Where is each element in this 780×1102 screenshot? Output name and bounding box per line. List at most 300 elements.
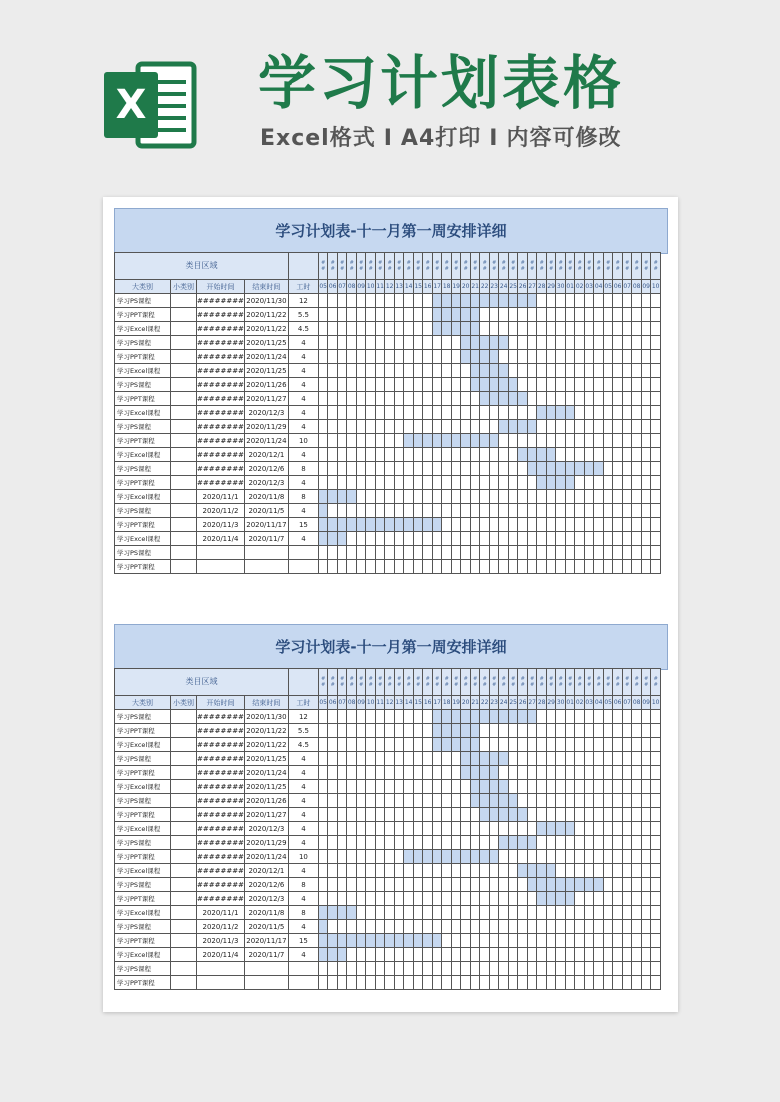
gantt-cell[interactable]: [499, 406, 509, 420]
gantt-cell[interactable]: [594, 378, 604, 392]
gantt-bar-cell[interactable]: [508, 710, 518, 724]
gantt-bar-cell[interactable]: [328, 906, 338, 920]
gantt-cell[interactable]: [328, 322, 338, 336]
start-date-cell[interactable]: ########: [197, 322, 245, 336]
gantt-cell[interactable]: [347, 794, 357, 808]
gantt-cell[interactable]: [489, 892, 499, 906]
gantt-cell[interactable]: [632, 920, 642, 934]
gantt-cell[interactable]: [337, 794, 347, 808]
start-date-cell[interactable]: 2020/11/3: [197, 934, 245, 948]
gantt-bar-cell[interactable]: [394, 518, 404, 532]
gantt-cell[interactable]: [603, 462, 613, 476]
gantt-cell[interactable]: [489, 490, 499, 504]
gantt-cell[interactable]: [489, 504, 499, 518]
gantt-cell[interactable]: [603, 336, 613, 350]
category-cell[interactable]: 学习Excel课程: [115, 864, 171, 878]
gantt-cell[interactable]: [451, 864, 461, 878]
gantt-cell[interactable]: [385, 294, 395, 308]
gantt-bar-cell[interactable]: [470, 308, 480, 322]
end-date-cell[interactable]: 2020/11/24: [244, 850, 288, 864]
gantt-bar-cell[interactable]: [442, 322, 452, 336]
gantt-cell[interactable]: [480, 906, 490, 920]
gantt-bar-cell[interactable]: [461, 434, 471, 448]
gantt-cell[interactable]: [375, 948, 385, 962]
gantt-cell[interactable]: [328, 752, 338, 766]
gantt-cell[interactable]: [489, 308, 499, 322]
gantt-cell[interactable]: [318, 406, 328, 420]
category-cell[interactable]: 学习PPT课程: [115, 766, 171, 780]
gantt-cell[interactable]: [337, 364, 347, 378]
gantt-cell[interactable]: [527, 406, 537, 420]
gantt-cell[interactable]: [366, 738, 376, 752]
gantt-bar-cell[interactable]: [470, 294, 480, 308]
gantt-cell[interactable]: [375, 710, 385, 724]
gantt-cell[interactable]: [366, 546, 376, 560]
gantt-bar-cell[interactable]: [432, 850, 442, 864]
gantt-cell[interactable]: [451, 518, 461, 532]
gantt-bar-cell[interactable]: [499, 420, 509, 434]
gantt-bar-cell[interactable]: [546, 864, 556, 878]
gantt-cell[interactable]: [480, 532, 490, 546]
gantt-cell[interactable]: [641, 892, 651, 906]
gantt-cell[interactable]: [432, 906, 442, 920]
gantt-cell[interactable]: [347, 724, 357, 738]
gantt-cell[interactable]: [328, 308, 338, 322]
gantt-bar-cell[interactable]: [432, 934, 442, 948]
gantt-cell[interactable]: [584, 546, 594, 560]
gantt-cell[interactable]: [413, 378, 423, 392]
gantt-cell[interactable]: [613, 448, 623, 462]
gantt-cell[interactable]: [413, 308, 423, 322]
category-cell[interactable]: 学习Excel课程: [115, 490, 171, 504]
gantt-cell[interactable]: [499, 434, 509, 448]
gantt-cell[interactable]: [575, 546, 585, 560]
gantt-cell[interactable]: [651, 934, 661, 948]
category-cell[interactable]: 学习Excel课程: [115, 822, 171, 836]
gantt-cell[interactable]: [366, 808, 376, 822]
gantt-cell[interactable]: [423, 892, 433, 906]
gantt-cell[interactable]: [413, 448, 423, 462]
gantt-cell[interactable]: [375, 462, 385, 476]
gantt-cell[interactable]: [375, 962, 385, 976]
gantt-bar-cell[interactable]: [537, 406, 547, 420]
end-date-cell[interactable]: 2020/12/3: [244, 892, 288, 906]
hours-cell[interactable]: 12: [288, 294, 318, 308]
gantt-cell[interactable]: [527, 322, 537, 336]
gantt-cell[interactable]: [527, 308, 537, 322]
gantt-cell[interactable]: [337, 780, 347, 794]
gantt-cell[interactable]: [347, 560, 357, 574]
category-cell[interactable]: 学习PS课程: [115, 962, 171, 976]
subcategory-cell[interactable]: [171, 350, 197, 364]
gantt-cell[interactable]: [413, 738, 423, 752]
gantt-cell[interactable]: [632, 780, 642, 794]
gantt-cell[interactable]: [423, 504, 433, 518]
gantt-cell[interactable]: [651, 392, 661, 406]
gantt-cell[interactable]: [375, 892, 385, 906]
gantt-cell[interactable]: [413, 560, 423, 574]
gantt-cell[interactable]: [375, 420, 385, 434]
gantt-cell[interactable]: [622, 934, 632, 948]
gantt-cell[interactable]: [375, 560, 385, 574]
gantt-cell[interactable]: [584, 780, 594, 794]
gantt-bar-cell[interactable]: [508, 420, 518, 434]
gantt-cell[interactable]: [632, 434, 642, 448]
gantt-cell[interactable]: [622, 490, 632, 504]
gantt-cell[interactable]: [518, 364, 528, 378]
gantt-bar-cell[interactable]: [385, 934, 395, 948]
gantt-cell[interactable]: [603, 560, 613, 574]
gantt-bar-cell[interactable]: [328, 490, 338, 504]
hours-cell[interactable]: 4: [288, 420, 318, 434]
gantt-cell[interactable]: [556, 294, 566, 308]
gantt-cell[interactable]: [584, 794, 594, 808]
gantt-cell[interactable]: [518, 462, 528, 476]
gantt-cell[interactable]: [527, 850, 537, 864]
category-cell[interactable]: 学习Excel课程: [115, 448, 171, 462]
gantt-cell[interactable]: [603, 864, 613, 878]
gantt-cell[interactable]: [451, 364, 461, 378]
gantt-bar-cell[interactable]: [413, 850, 423, 864]
gantt-cell[interactable]: [337, 808, 347, 822]
gantt-cell[interactable]: [489, 934, 499, 948]
gantt-cell[interactable]: [546, 836, 556, 850]
gantt-cell[interactable]: [575, 822, 585, 836]
gantt-cell[interactable]: [423, 752, 433, 766]
gantt-cell[interactable]: [337, 462, 347, 476]
gantt-cell[interactable]: [651, 420, 661, 434]
gantt-cell[interactable]: [527, 532, 537, 546]
gantt-bar-cell[interactable]: [546, 892, 556, 906]
gantt-cell[interactable]: [499, 504, 509, 518]
end-date-cell[interactable]: 2020/11/22: [244, 308, 288, 322]
gantt-cell[interactable]: [489, 560, 499, 574]
gantt-cell[interactable]: [537, 378, 547, 392]
gantt-cell[interactable]: [423, 808, 433, 822]
start-date-cell[interactable]: 2020/11/1: [197, 906, 245, 920]
gantt-bar-cell[interactable]: [546, 462, 556, 476]
gantt-cell[interactable]: [556, 794, 566, 808]
gantt-cell[interactable]: [318, 892, 328, 906]
hours-cell[interactable]: 4: [288, 920, 318, 934]
gantt-cell[interactable]: [347, 462, 357, 476]
gantt-cell[interactable]: [423, 738, 433, 752]
gantt-cell[interactable]: [575, 962, 585, 976]
gantt-cell[interactable]: [622, 434, 632, 448]
gantt-bar-cell[interactable]: [489, 336, 499, 350]
gantt-cell[interactable]: [518, 518, 528, 532]
category-cell[interactable]: 学习PS课程: [115, 546, 171, 560]
gantt-cell[interactable]: [613, 724, 623, 738]
gantt-bar-cell[interactable]: [451, 308, 461, 322]
gantt-cell[interactable]: [508, 518, 518, 532]
gantt-cell[interactable]: [394, 836, 404, 850]
gantt-bar-cell[interactable]: [489, 850, 499, 864]
gantt-bar-cell[interactable]: [470, 378, 480, 392]
gantt-cell[interactable]: [651, 462, 661, 476]
gantt-cell[interactable]: [451, 808, 461, 822]
gantt-cell[interactable]: [413, 822, 423, 836]
gantt-cell[interactable]: [584, 322, 594, 336]
gantt-cell[interactable]: [328, 794, 338, 808]
gantt-cell[interactable]: [603, 710, 613, 724]
gantt-cell[interactable]: [394, 962, 404, 976]
gantt-cell[interactable]: [375, 794, 385, 808]
gantt-cell[interactable]: [575, 406, 585, 420]
gantt-bar-cell[interactable]: [470, 752, 480, 766]
gantt-cell[interactable]: [556, 448, 566, 462]
gantt-cell[interactable]: [423, 766, 433, 780]
gantt-cell[interactable]: [641, 878, 651, 892]
gantt-cell[interactable]: [556, 504, 566, 518]
gantt-cell[interactable]: [347, 738, 357, 752]
gantt-cell[interactable]: [565, 308, 575, 322]
gantt-cell[interactable]: [565, 490, 575, 504]
start-date-cell[interactable]: ########: [197, 878, 245, 892]
gantt-cell[interactable]: [651, 892, 661, 906]
gantt-cell[interactable]: [527, 504, 537, 518]
gantt-cell[interactable]: [366, 892, 376, 906]
gantt-bar-cell[interactable]: [470, 350, 480, 364]
gantt-bar-cell[interactable]: [499, 336, 509, 350]
gantt-cell[interactable]: [613, 406, 623, 420]
gantt-cell[interactable]: [603, 892, 613, 906]
gantt-cell[interactable]: [470, 976, 480, 990]
gantt-cell[interactable]: [356, 948, 366, 962]
gantt-cell[interactable]: [356, 738, 366, 752]
category-cell[interactable]: 学习PPT课程: [115, 934, 171, 948]
gantt-bar-cell[interactable]: [451, 724, 461, 738]
gantt-cell[interactable]: [356, 920, 366, 934]
gantt-cell[interactable]: [375, 808, 385, 822]
gantt-cell[interactable]: [470, 448, 480, 462]
gantt-bar-cell[interactable]: [556, 822, 566, 836]
gantt-cell[interactable]: [603, 476, 613, 490]
gantt-cell[interactable]: [347, 920, 357, 934]
subcategory-cell[interactable]: [171, 724, 197, 738]
hours-cell[interactable]: 8: [288, 878, 318, 892]
gantt-cell[interactable]: [641, 294, 651, 308]
end-date-cell[interactable]: [244, 976, 288, 990]
gantt-cell[interactable]: [394, 350, 404, 364]
gantt-cell[interactable]: [575, 532, 585, 546]
gantt-cell[interactable]: [603, 752, 613, 766]
gantt-cell[interactable]: [451, 350, 461, 364]
gantt-cell[interactable]: [584, 808, 594, 822]
gantt-cell[interactable]: [470, 864, 480, 878]
gantt-cell[interactable]: [641, 738, 651, 752]
gantt-bar-cell[interactable]: [337, 906, 347, 920]
gantt-cell[interactable]: [632, 808, 642, 822]
category-cell[interactable]: 学习PPT课程: [115, 518, 171, 532]
gantt-cell[interactable]: [442, 892, 452, 906]
hours-cell[interactable]: 4: [288, 948, 318, 962]
gantt-cell[interactable]: [394, 294, 404, 308]
gantt-bar-cell[interactable]: [499, 808, 509, 822]
gantt-cell[interactable]: [603, 920, 613, 934]
gantt-cell[interactable]: [423, 560, 433, 574]
gantt-cell[interactable]: [375, 546, 385, 560]
subcategory-cell[interactable]: [171, 738, 197, 752]
gantt-cell[interactable]: [603, 878, 613, 892]
gantt-cell[interactable]: [489, 546, 499, 560]
gantt-cell[interactable]: [404, 308, 414, 322]
gantt-cell[interactable]: [432, 350, 442, 364]
gantt-cell[interactable]: [651, 766, 661, 780]
gantt-cell[interactable]: [632, 976, 642, 990]
hours-cell[interactable]: 4: [288, 836, 318, 850]
gantt-bar-cell[interactable]: [565, 462, 575, 476]
hours-cell[interactable]: 4.5: [288, 738, 318, 752]
subcategory-cell[interactable]: [171, 808, 197, 822]
gantt-cell[interactable]: [413, 906, 423, 920]
end-date-cell[interactable]: 2020/11/5: [244, 504, 288, 518]
gantt-cell[interactable]: [413, 532, 423, 546]
gantt-cell[interactable]: [404, 822, 414, 836]
gantt-cell[interactable]: [442, 864, 452, 878]
gantt-bar-cell[interactable]: [404, 518, 414, 532]
gantt-cell[interactable]: [451, 462, 461, 476]
gantt-cell[interactable]: [347, 948, 357, 962]
gantt-cell[interactable]: [584, 350, 594, 364]
gantt-cell[interactable]: [594, 336, 604, 350]
gantt-cell[interactable]: [613, 336, 623, 350]
gantt-cell[interactable]: [489, 906, 499, 920]
gantt-cell[interactable]: [575, 392, 585, 406]
gantt-bar-cell[interactable]: [432, 738, 442, 752]
gantt-cell[interactable]: [594, 322, 604, 336]
gantt-cell[interactable]: [385, 406, 395, 420]
subcategory-cell[interactable]: [171, 378, 197, 392]
gantt-cell[interactable]: [328, 892, 338, 906]
gantt-cell[interactable]: [480, 864, 490, 878]
gantt-cell[interactable]: [413, 350, 423, 364]
gantt-cell[interactable]: [442, 462, 452, 476]
gantt-cell[interactable]: [480, 962, 490, 976]
gantt-bar-cell[interactable]: [480, 780, 490, 794]
subcategory-cell[interactable]: [171, 420, 197, 434]
gantt-cell[interactable]: [451, 906, 461, 920]
gantt-cell[interactable]: [556, 546, 566, 560]
gantt-cell[interactable]: [423, 350, 433, 364]
end-date-cell[interactable]: 2020/11/25: [244, 752, 288, 766]
gantt-cell[interactable]: [480, 420, 490, 434]
gantt-cell[interactable]: [423, 780, 433, 794]
gantt-cell[interactable]: [328, 878, 338, 892]
hours-cell[interactable]: [288, 546, 318, 560]
gantt-cell[interactable]: [337, 350, 347, 364]
gantt-cell[interactable]: [328, 462, 338, 476]
gantt-cell[interactable]: [337, 962, 347, 976]
gantt-cell[interactable]: [613, 934, 623, 948]
category-cell[interactable]: 学习PS课程: [115, 462, 171, 476]
gantt-cell[interactable]: [641, 546, 651, 560]
gantt-cell[interactable]: [394, 906, 404, 920]
gantt-cell[interactable]: [432, 392, 442, 406]
gantt-bar-cell[interactable]: [442, 294, 452, 308]
gantt-cell[interactable]: [375, 850, 385, 864]
gantt-cell[interactable]: [423, 836, 433, 850]
gantt-cell[interactable]: [366, 850, 376, 864]
gantt-cell[interactable]: [347, 532, 357, 546]
gantt-bar-cell[interactable]: [565, 892, 575, 906]
gantt-cell[interactable]: [565, 948, 575, 962]
gantt-cell[interactable]: [442, 476, 452, 490]
gantt-cell[interactable]: [518, 504, 528, 518]
category-cell[interactable]: 学习PPT课程: [115, 724, 171, 738]
end-date-cell[interactable]: 2020/11/29: [244, 836, 288, 850]
category-cell[interactable]: 学习Excel课程: [115, 406, 171, 420]
gantt-bar-cell[interactable]: [442, 850, 452, 864]
gantt-cell[interactable]: [366, 308, 376, 322]
gantt-cell[interactable]: [337, 322, 347, 336]
gantt-cell[interactable]: [613, 364, 623, 378]
gantt-cell[interactable]: [461, 906, 471, 920]
gantt-cell[interactable]: [575, 322, 585, 336]
gantt-cell[interactable]: [613, 546, 623, 560]
gantt-cell[interactable]: [641, 836, 651, 850]
start-date-cell[interactable]: ########: [197, 420, 245, 434]
gantt-bar-cell[interactable]: [451, 850, 461, 864]
hours-cell[interactable]: 4: [288, 532, 318, 546]
gantt-bar-cell[interactable]: [413, 434, 423, 448]
gantt-cell[interactable]: [442, 350, 452, 364]
gantt-cell[interactable]: [651, 794, 661, 808]
gantt-cell[interactable]: [404, 462, 414, 476]
gantt-cell[interactable]: [385, 850, 395, 864]
gantt-cell[interactable]: [404, 808, 414, 822]
gantt-cell[interactable]: [518, 434, 528, 448]
gantt-cell[interactable]: [603, 850, 613, 864]
gantt-cell[interactable]: [318, 378, 328, 392]
gantt-cell[interactable]: [461, 406, 471, 420]
gantt-cell[interactable]: [366, 462, 376, 476]
hours-cell[interactable]: 10: [288, 434, 318, 448]
gantt-cell[interactable]: [404, 780, 414, 794]
gantt-cell[interactable]: [622, 560, 632, 574]
gantt-cell[interactable]: [575, 934, 585, 948]
gantt-cell[interactable]: [527, 906, 537, 920]
gantt-cell[interactable]: [556, 752, 566, 766]
gantt-cell[interactable]: [347, 976, 357, 990]
gantt-cell[interactable]: [328, 976, 338, 990]
gantt-cell[interactable]: [499, 546, 509, 560]
gantt-cell[interactable]: [423, 710, 433, 724]
gantt-cell[interactable]: [366, 962, 376, 976]
gantt-cell[interactable]: [337, 878, 347, 892]
start-date-cell[interactable]: ########: [197, 892, 245, 906]
gantt-cell[interactable]: [470, 546, 480, 560]
gantt-bar-cell[interactable]: [518, 448, 528, 462]
gantt-cell[interactable]: [556, 392, 566, 406]
gantt-cell[interactable]: [508, 462, 518, 476]
gantt-cell[interactable]: [461, 836, 471, 850]
hours-cell[interactable]: 8: [288, 462, 318, 476]
gantt-cell[interactable]: [347, 710, 357, 724]
gantt-cell[interactable]: [508, 934, 518, 948]
gantt-cell[interactable]: [451, 378, 461, 392]
start-date-cell[interactable]: 2020/11/4: [197, 948, 245, 962]
gantt-bar-cell[interactable]: [451, 738, 461, 752]
gantt-cell[interactable]: [584, 976, 594, 990]
gantt-cell[interactable]: [546, 322, 556, 336]
hours-cell[interactable]: 4: [288, 504, 318, 518]
gantt-bar-cell[interactable]: [470, 738, 480, 752]
gantt-cell[interactable]: [613, 434, 623, 448]
gantt-cell[interactable]: [556, 920, 566, 934]
gantt-cell[interactable]: [385, 766, 395, 780]
gantt-cell[interactable]: [404, 504, 414, 518]
